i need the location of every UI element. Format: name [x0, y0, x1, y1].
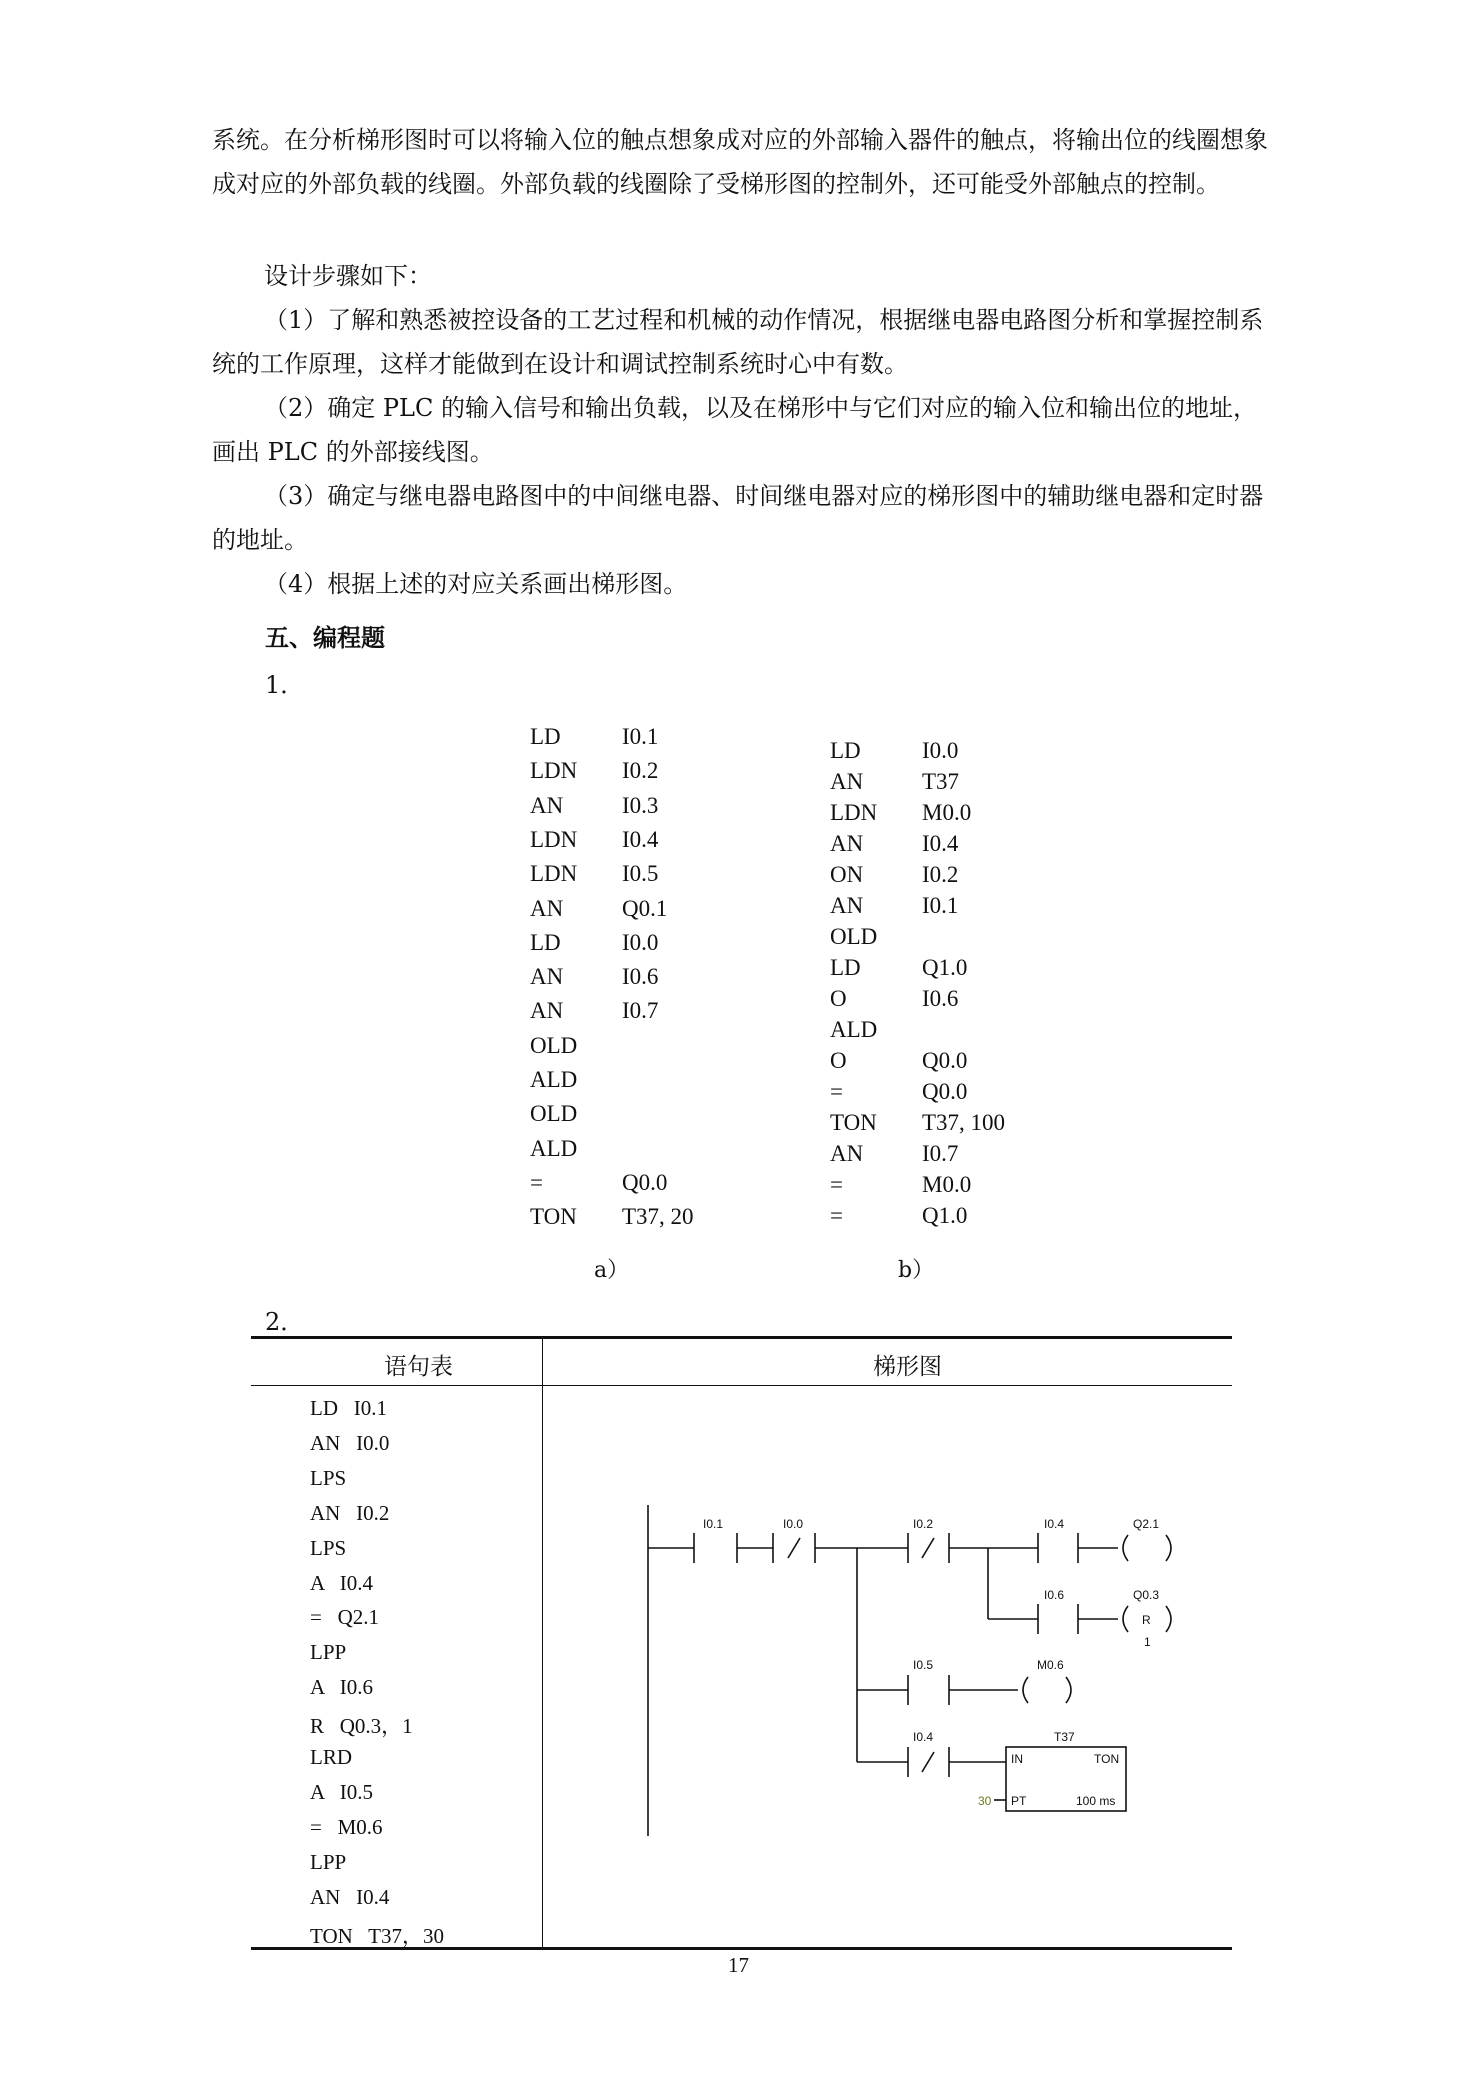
statement-line: AN I0.0: [310, 1430, 390, 1455]
statement-line: A I0.4: [310, 1570, 373, 1595]
statement-line: LRD: [310, 1745, 352, 1769]
label-timer-pt: PT: [1011, 1794, 1027, 1808]
instruction-operand: I0.2: [922, 862, 959, 887]
instruction-operand: I0.6: [922, 986, 959, 1011]
instruction-op: TON: [530, 1204, 577, 1230]
statement-line: LPP: [310, 1849, 347, 1874]
instruction-op: =: [530, 1169, 543, 1195]
instruction-operand: I0.4: [922, 831, 959, 856]
instruction-operand: M0.0: [922, 1172, 972, 1197]
instruction-operand: I0.1: [922, 893, 959, 918]
label-pt-value: 30: [978, 1794, 992, 1808]
statement-line: LPP: [310, 1640, 347, 1665]
paragraph-steps-intro: 设计步骤如下：: [264, 262, 432, 290]
contact-i00-negation: [788, 1538, 800, 1558]
statement-line: AN I0.4: [310, 1884, 390, 1909]
statement-line: R Q0.3，1: [310, 1714, 413, 1739]
paragraph-step-1: （1）了解和熟悉被控设备的工艺过程和机械的动作情况，根据继电器电路图分析和掌握控制系统的工作原理，这样才能做到在设计和调试控制系统时心中有数。: [212, 306, 1264, 378]
instruction-op: OLD: [830, 924, 878, 949]
statement-line: AN I0.2: [310, 1500, 390, 1525]
label-reset-mark: R: [1142, 1613, 1151, 1627]
label-i00: I0.0: [783, 1517, 804, 1531]
instruction-op: AN: [830, 831, 864, 856]
label-i06: I0.6: [1044, 1588, 1065, 1602]
statement-line: LPS: [310, 1465, 347, 1490]
caption-a: a）: [594, 1258, 630, 1283]
label-i04b: I0.4: [913, 1730, 934, 1744]
statement-line: = Q2.1: [310, 1605, 380, 1630]
instruction-op: LD: [530, 929, 561, 955]
instruction-op: LDN: [530, 758, 578, 784]
statement-line: A I0.5: [310, 1779, 373, 1804]
statement-line: A I0.6: [310, 1675, 373, 1700]
instruction-operand: Q1.0: [922, 1203, 968, 1228]
coil-m06-right: [1066, 1677, 1071, 1703]
instruction-op: AN: [530, 895, 564, 921]
label-q03: Q0.3: [1133, 1588, 1160, 1602]
instruction-op: LDN: [530, 826, 578, 852]
statement-line: LPS: [310, 1535, 347, 1560]
instruction-op: LDN: [830, 800, 878, 825]
label-i04a: I0.4: [1044, 1517, 1065, 1531]
instruction-operand: I0.0: [922, 738, 959, 763]
instruction-operand: Q0.1: [622, 895, 668, 921]
instruction-op: AN: [530, 964, 564, 990]
label-reset-count: 1: [1144, 1635, 1151, 1649]
instruction-operand: I0.4: [622, 826, 659, 852]
instruction-op: ALD: [530, 1067, 578, 1092]
instruction-op: ALD: [830, 1017, 878, 1042]
caption-b: b）: [898, 1258, 935, 1283]
instruction-operand: Q0.0: [922, 1079, 968, 1104]
label-timer-type: TON: [1094, 1752, 1120, 1766]
instruction-operand: Q1.0: [922, 955, 968, 980]
instruction-op: OLD: [530, 1101, 578, 1127]
instruction-op: AN: [830, 1141, 864, 1166]
instruction-op: LDN: [530, 861, 578, 887]
instruction-op: O: [830, 1048, 847, 1073]
section-title: 五、编程题: [265, 624, 385, 652]
instruction-op: AN: [830, 893, 864, 918]
paragraph-step-4: （4）根据上述的对应关系画出梯形图。: [264, 570, 688, 598]
table-header-ladder-diagram: 梯形图: [873, 1354, 942, 1380]
instruction-op: AN: [530, 998, 564, 1024]
statement-line: = M0.6: [310, 1814, 383, 1839]
paragraph-step-3: （3）确定与继电器电路图中的中间继电器、时间继电器对应的梯形图中的辅助继电器和定时器的地址。: [212, 482, 1264, 554]
label-q21: Q2.1: [1133, 1517, 1160, 1531]
instruction-op: AN: [830, 769, 864, 794]
instruction-operand: T37, 100: [922, 1110, 1006, 1135]
instruction-operand: I0.7: [622, 998, 659, 1024]
question-1-label: 1．: [265, 671, 305, 699]
coil-q21-right: [1166, 1535, 1171, 1561]
paragraph-intro: 系统。在分析梯形图时可以将输入位的触点想象成对应的外部输入器件的触点，将输出位的线圈想象成对应的外部负载的线圈。外部负载的线圈除了受梯形图的控制外，还可能受外部触点的控制。: [212, 126, 1268, 198]
instruction-op: AN: [530, 792, 564, 818]
instruction-op: O: [830, 986, 847, 1011]
coil-q03-right: [1166, 1606, 1171, 1632]
instruction-op: LD: [530, 724, 561, 749]
instruction-operand: I0.1: [622, 724, 659, 749]
instruction-operand: I0.2: [622, 758, 659, 784]
label-timer-name: T37: [1054, 1730, 1075, 1744]
label-timer-base: 100 ms: [1076, 1794, 1116, 1808]
instruction-operand: Q0.0: [922, 1048, 968, 1073]
instruction-operand: T37: [922, 769, 960, 794]
instruction-operand: M0.0: [922, 800, 972, 825]
instruction-op: =: [830, 1172, 843, 1197]
instruction-op: OLD: [530, 1032, 578, 1058]
instruction-op: ON: [830, 862, 864, 887]
contact-i04b-negation: [922, 1752, 934, 1772]
paragraph-step-2: （2）确定 PLC 的输入信号和输出负载，以及在梯形中与它们对应的输入位和输出位的地址，画出 PLC 的外部接线图。: [212, 394, 1257, 466]
instruction-operand: T37, 20: [622, 1204, 694, 1230]
question-2-label: 2．: [265, 1308, 305, 1336]
instruction-operand: I0.7: [922, 1141, 959, 1166]
instruction-op: =: [830, 1079, 843, 1104]
coil-q21-left: [1123, 1535, 1128, 1561]
instruction-op: ALD: [530, 1135, 578, 1161]
label-timer-in: IN: [1011, 1752, 1023, 1766]
instruction-op: LD: [830, 738, 861, 763]
instruction-operand: I0.0: [622, 929, 659, 955]
contact-i02-negation: [922, 1538, 934, 1558]
instruction-operand: Q0.0: [622, 1169, 668, 1195]
instruction-op: LD: [830, 955, 861, 980]
instruction-operand: I0.3: [622, 792, 659, 818]
instruction-op: TON: [830, 1110, 877, 1135]
label-i02: I0.2: [913, 1517, 934, 1531]
coil-m06-left: [1023, 1677, 1028, 1703]
label-m06: M0.6: [1037, 1658, 1064, 1672]
page-number: 17: [728, 1953, 749, 1977]
table-header-statement-list: 语句表: [384, 1354, 453, 1380]
statement-line: TON T37，30: [310, 1923, 444, 1948]
instruction-operand: I0.6: [622, 964, 659, 990]
label-i05: I0.5: [913, 1658, 934, 1672]
statement-line: LD I0.1: [310, 1396, 387, 1420]
instruction-op: =: [830, 1203, 843, 1228]
label-i01: I0.1: [703, 1517, 724, 1531]
instruction-operand: I0.5: [622, 861, 659, 887]
coil-q03-left: [1123, 1606, 1128, 1632]
